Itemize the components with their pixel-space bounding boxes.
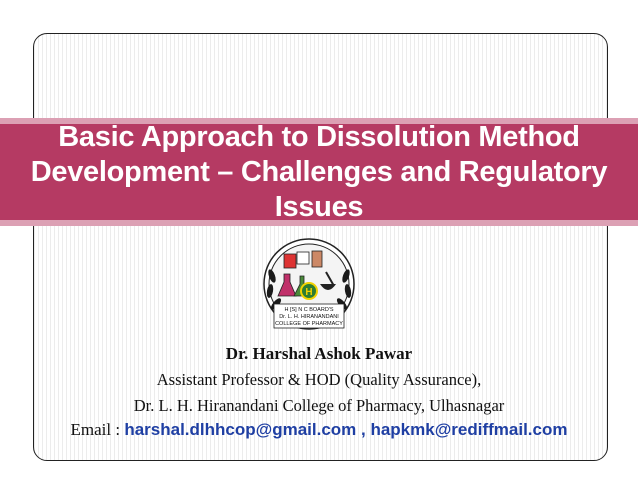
bottle-icon [312, 251, 322, 267]
author-name: Dr. Harshal Ashok Pawar [225, 344, 413, 363]
logo-text-3: COLLEGE OF PHARMACY [275, 321, 343, 327]
email-line [0, 420, 638, 440]
title-line-1: Basic Approach to Dissolution Method [58, 120, 580, 153]
email-separator: , [356, 420, 371, 439]
college-logo [254, 236, 364, 336]
email-label: Email : [70, 420, 125, 439]
author-role: Assistant Professor & HOD (Quality Assurance), [156, 370, 482, 389]
book-icon [284, 254, 296, 268]
title-line-3: Issues [274, 190, 364, 223]
slide-title [31, 120, 608, 225]
logo-text-1: H [S] N C BOARD'S [284, 307, 334, 313]
monogram-letter: H [305, 287, 313, 298]
note-icon [297, 252, 309, 264]
author-college: Dr. L. H. Hiranandani College of Pharmacy, Ulhasnagar [133, 396, 505, 415]
email-link-2[interactable]: hapkmk@rediffmail.com [370, 420, 568, 439]
logo-text-2: Dr. L. H. HIRANANDANI [279, 314, 339, 320]
email-link-1[interactable]: harshal.dlhhcop@gmail.com [124, 420, 357, 439]
title-band [0, 118, 638, 226]
title-line-2: Development – Challenges and Regulatory [30, 155, 608, 188]
